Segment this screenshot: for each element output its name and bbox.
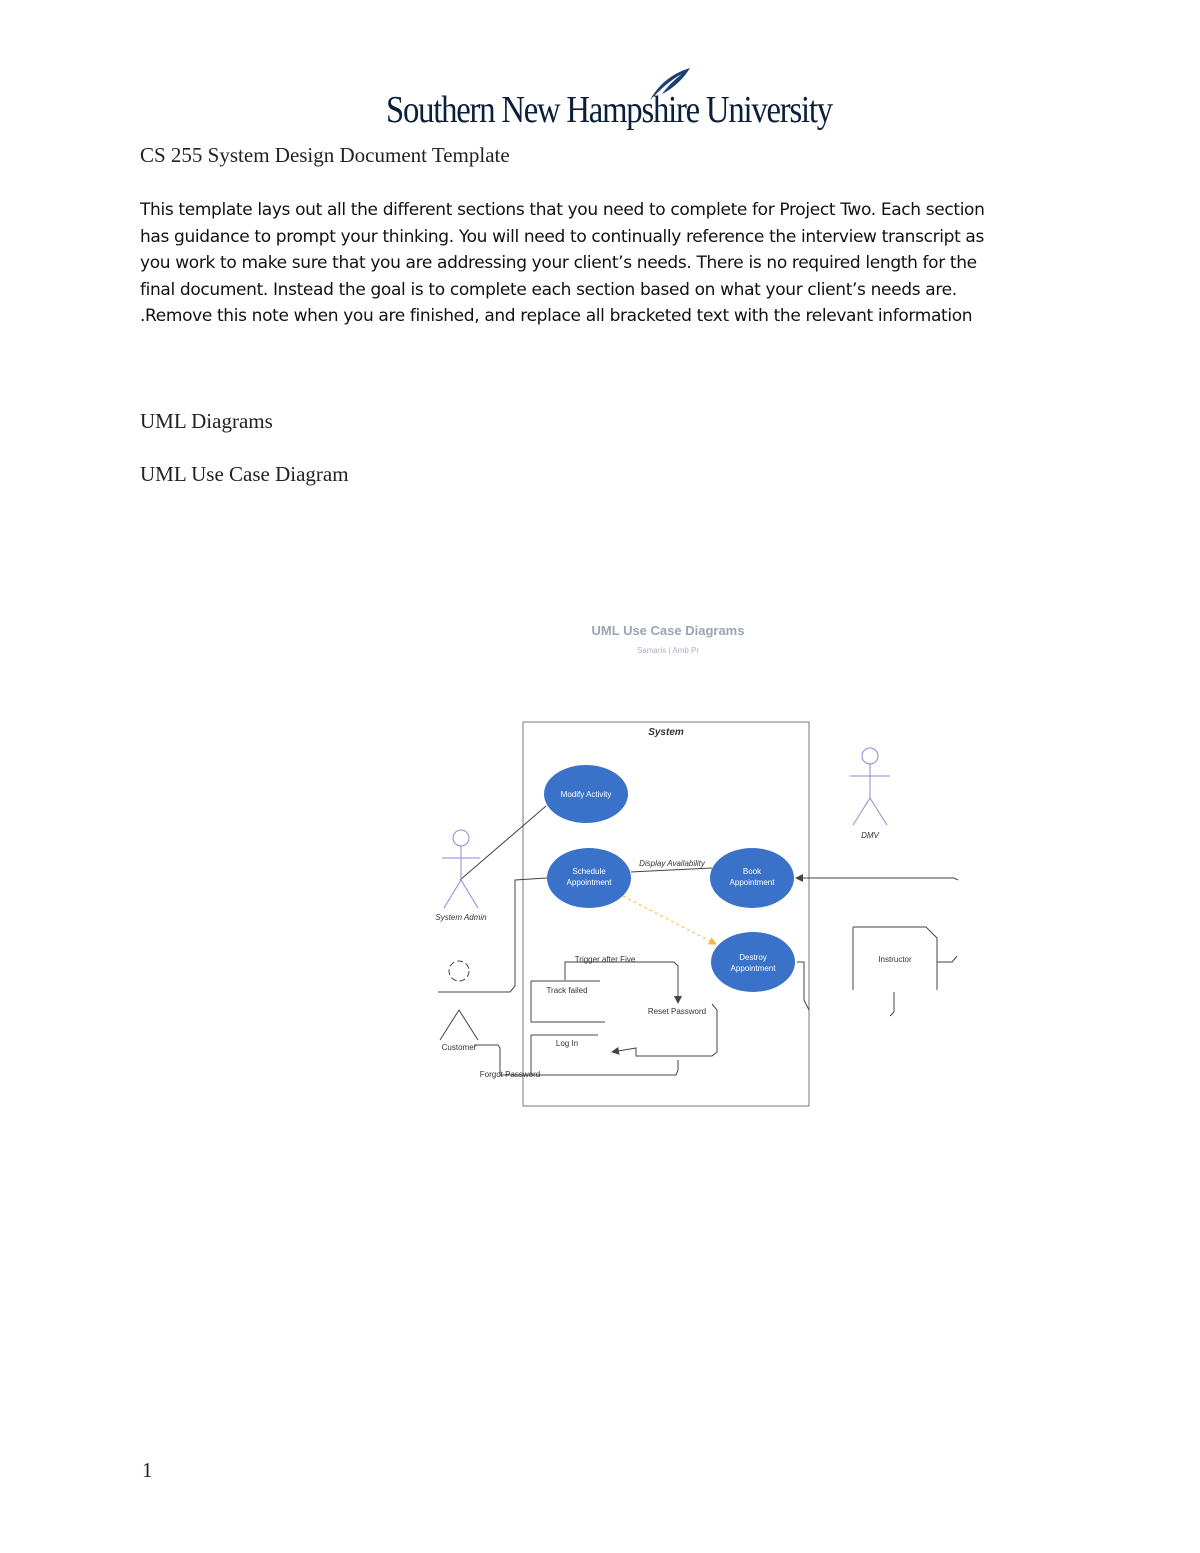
- use-case-modify-label: Modify Activity: [560, 790, 612, 799]
- use-case-book-label: Book: [742, 867, 762, 876]
- intro-line: .Remove this note when you are finished, and replace all bracketed text with the relevant information: [140, 306, 973, 326]
- intro-line: has guidance to prompt your thinking. You will need to continually reference the interview transcript as: [140, 226, 985, 247]
- intro-line: This template lays out all the different sections that you need to complete for Project Two. Each section: [140, 200, 985, 220]
- document-title: CS 255 System Design Document Template: [140, 143, 510, 167]
- actor-instructor: [853, 927, 957, 1016]
- schedule-book-link: [631, 868, 712, 872]
- use-case-destroy-label: Appointment: [730, 964, 776, 973]
- diagram-title: UML Use Case Diagrams: [591, 623, 745, 638]
- trigger-flow: [565, 962, 678, 1003]
- use-case-schedule-label: Appointment: [566, 878, 612, 887]
- subsection-heading: UML Use Case Diagram: [140, 462, 349, 486]
- diagram-subtitle: Samaris | Amb Pr: [636, 646, 700, 655]
- use-case-destroy: [711, 932, 795, 992]
- actor-dmv-label: DMV: [861, 831, 879, 840]
- logo-text: Southern New Hampshire University: [386, 89, 832, 131]
- actor-dmv: [850, 748, 890, 825]
- page-number: 1: [142, 1458, 153, 1482]
- system-label: System: [648, 727, 684, 738]
- use-case-schedule-label: Schedule: [572, 867, 606, 876]
- actor-instructor-label: Instructor: [878, 955, 912, 964]
- intro-paragraph: [140, 197, 1070, 330]
- display-availability-label: Display Availability: [639, 859, 705, 868]
- destroy-side-link: [797, 962, 809, 1010]
- actor-customer-label: Customer: [441, 1043, 477, 1052]
- login-label: Log In: [555, 1039, 579, 1048]
- actor-customer: [440, 961, 478, 1040]
- actor-admin-label: System Admin: [435, 913, 487, 922]
- use-case-book-label: Appointment: [729, 878, 775, 887]
- actor-admin: [442, 830, 480, 908]
- feather-icon: [644, 66, 694, 102]
- use-case-diagram: [420, 610, 980, 1120]
- section-heading: UML Diagrams: [140, 409, 273, 433]
- external-book-arrow: [796, 878, 958, 880]
- admin-modify-link: [460, 806, 546, 880]
- trigger-label: Trigger after Five: [574, 955, 636, 964]
- schedule-destroy-dashed: [623, 896, 716, 944]
- forgot-password-label: Forgot Password: [479, 1070, 541, 1079]
- track-failed-label: Track failed: [546, 986, 588, 995]
- use-case-destroy-label: Destroy: [739, 953, 767, 962]
- university-logo: [386, 66, 832, 138]
- intro-line: final document. Instead the goal is to complete each section based on what your client’s needs are.: [140, 279, 957, 300]
- intro-line: you work to make sure that you are addressing your client’s needs. There is no required length for the: [140, 253, 977, 273]
- reset-password-label: Reset Password: [647, 1007, 707, 1016]
- customer-schedule-link: [438, 878, 547, 992]
